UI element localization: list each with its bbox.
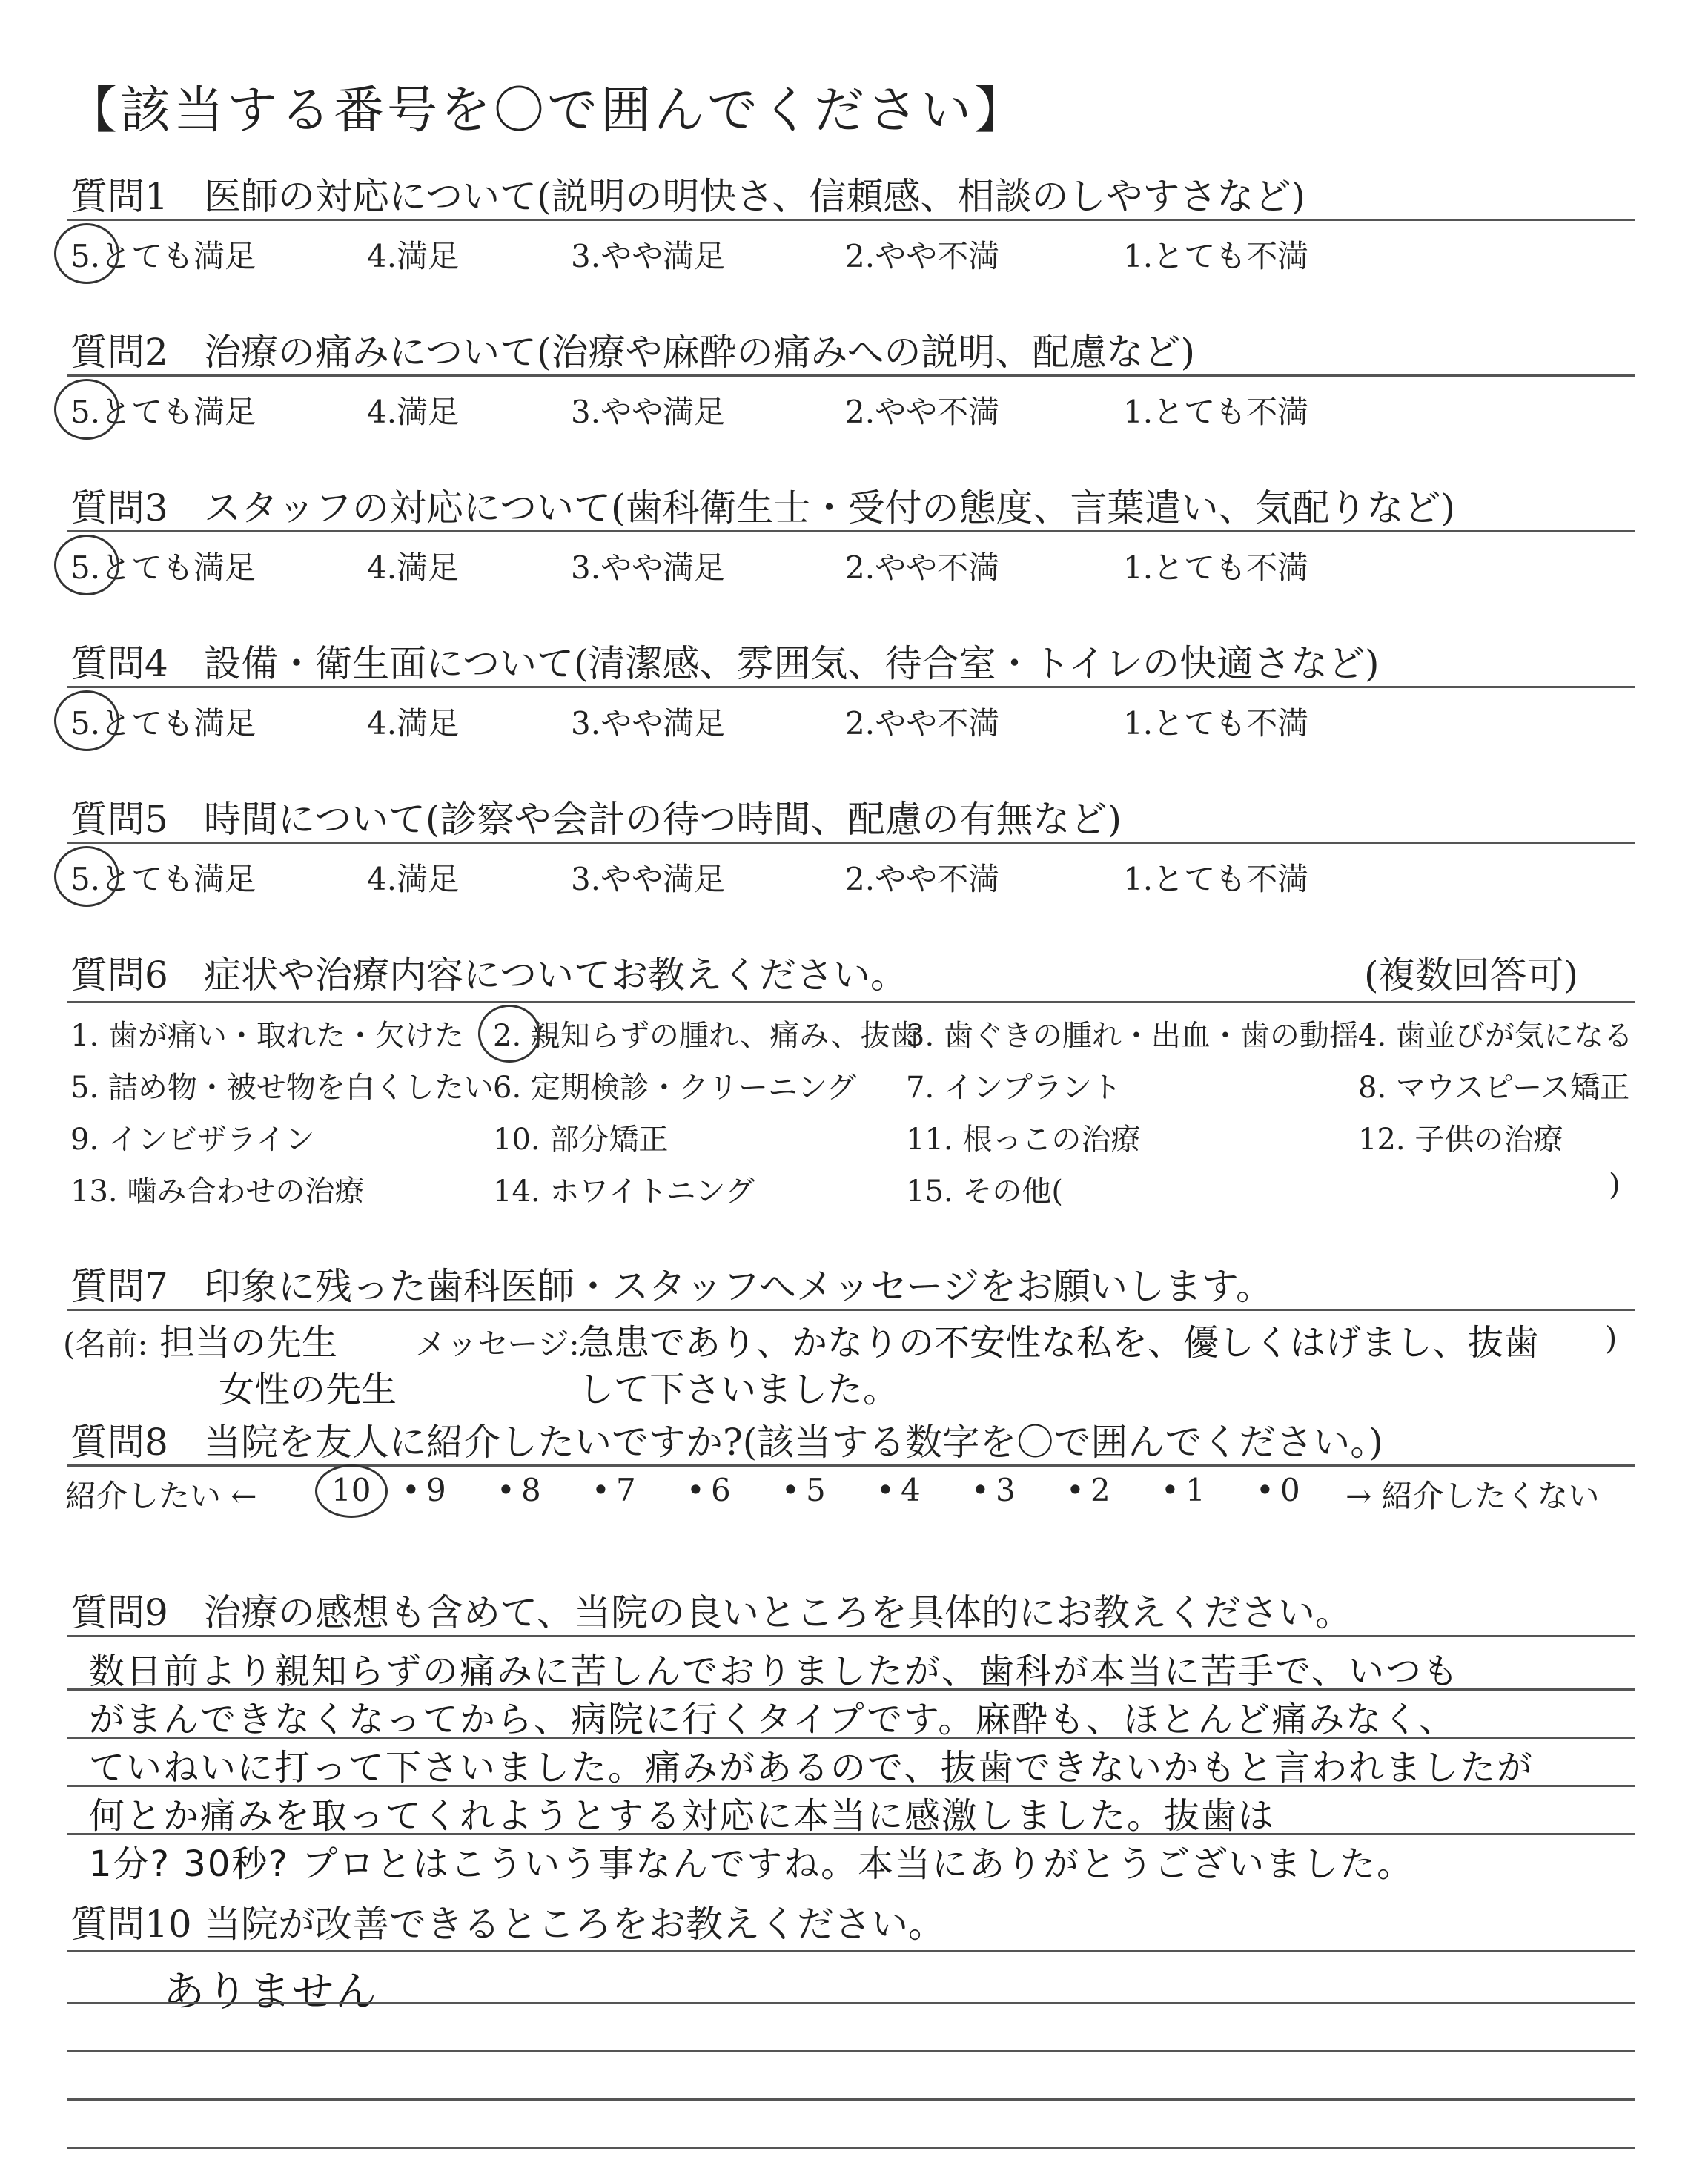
q4-option[interactable]: 4.満足: [367, 705, 460, 742]
q6-note: (複数回答可): [1364, 954, 1579, 997]
q9-label: 質問9: [70, 1591, 168, 1634]
q9-text: 治療の感想も含めて、当院の良いところを具体的にお教えください。: [204, 1591, 1352, 1634]
q4-option[interactable]: 5.とても満足: [70, 705, 256, 742]
q5-option[interactable]: 2.やや不満: [845, 861, 1000, 897]
q8-scale-value[interactable]: 3: [996, 1472, 1016, 1508]
q8-scale-dot: •: [1161, 1472, 1179, 1508]
q2-label: 質問2: [70, 331, 168, 374]
q7-message-label: メッセージ:: [415, 1326, 580, 1362]
q7-rule: [67, 1309, 1635, 1311]
q6-option[interactable]: ): [1609, 1168, 1621, 1202]
q10-label: 質問10: [70, 1903, 192, 1946]
q8-scale-dot: •: [592, 1472, 610, 1508]
q6-option[interactable]: 9. インビザライン: [70, 1123, 315, 1157]
q4-option[interactable]: 3.やや満足: [571, 705, 726, 742]
q9-answer-handwritten: ていねいに打って下さいました。痛みがあるので、抜歯できないかもと言われましたが: [89, 1747, 1535, 1789]
q10-answer-line: [67, 2098, 1635, 2101]
q8-scale-value[interactable]: 4: [901, 1472, 921, 1508]
selected-circle-mark: [54, 379, 119, 440]
q5-label: 質問5: [70, 798, 168, 841]
q7-close-paren: ): [1605, 1320, 1618, 1356]
q1-text: 医師の対応について(説明の明快さ、信頼感、相談のしやすさなど): [204, 175, 1306, 218]
q2-option[interactable]: 2.やや不満: [845, 394, 1000, 430]
q7-text: 印象に残った歯科医師・スタッフへメッセージをお願いします。: [204, 1265, 1273, 1308]
q2-option[interactable]: 5.とても満足: [70, 394, 256, 430]
q8-rule: [67, 1464, 1635, 1467]
q1-option[interactable]: 2.やや不満: [845, 238, 1000, 274]
q6-option[interactable]: 3. 歯ぐきの腫れ・出血・歯の動揺: [906, 1019, 1359, 1053]
q6-option[interactable]: 14. ホワイトニング: [493, 1175, 755, 1209]
q9-rule: [67, 1635, 1635, 1637]
q6-option[interactable]: 1. 歯が痛い・取れた・欠けた: [70, 1019, 464, 1053]
q8-scale-value[interactable]: 1: [1185, 1472, 1205, 1508]
q9-answer-handwritten: 何とか痛みを取ってくれようとする対応に本当に感激しました。抜歯は: [89, 1795, 1276, 1837]
q1-option[interactable]: 1.とても不満: [1123, 238, 1309, 274]
q8-scale-dot: •: [686, 1472, 705, 1508]
q8-scale-value[interactable]: 10: [331, 1472, 371, 1508]
q6-option[interactable]: 10. 部分矯正: [493, 1123, 669, 1157]
q9-answer-handwritten: がまんできなくなってから、病院に行くタイプです。麻酔も、ほとんど痛みなく、: [89, 1699, 1457, 1740]
q7-name-handwritten-1: 担当の先生: [159, 1322, 338, 1364]
q3-option[interactable]: 4.満足: [367, 549, 460, 586]
q8-label: 質問8: [70, 1421, 168, 1464]
q8-scale-value[interactable]: 5: [806, 1472, 826, 1508]
q7-name-label: (名前:: [63, 1326, 148, 1362]
q4-label: 質問4: [70, 642, 168, 685]
q7-message-handwritten-1: 急患であり、かなりの不安性な私を、優しくはげまし、抜歯: [578, 1322, 1540, 1364]
selected-circle-mark: [478, 1005, 540, 1063]
q5-option[interactable]: 5.とても満足: [70, 861, 256, 897]
q8-scale-dot: •: [1256, 1472, 1274, 1508]
q3-option[interactable]: 2.やや不満: [845, 549, 1000, 586]
q1-label: 質問1: [70, 175, 168, 218]
q7-name-handwritten-2: 女性の先生: [219, 1369, 397, 1410]
q8-left-label: 紹介したい ←: [65, 1478, 257, 1514]
q3-label: 質問3: [70, 486, 168, 529]
q9-answer-handwritten: 数日前より親知らずの痛みに苦しんでおりましたが、歯科が本当に苦手で、いつも: [89, 1651, 1460, 1692]
q10-rule: [67, 1950, 1635, 1952]
q6-label: 質問6: [70, 954, 168, 997]
q2-option[interactable]: 1.とても不満: [1123, 394, 1309, 430]
q2-option[interactable]: 3.やや満足: [571, 394, 726, 430]
q3-text: スタッフの対応について(歯科衛生士・受付の態度、言葉遣い、気配りなど): [204, 486, 1456, 529]
q3-rule: [67, 530, 1635, 532]
q3-option[interactable]: 3.やや満足: [571, 549, 726, 586]
q6-option[interactable]: 5. 詰め物・被せ物を白くしたい: [70, 1071, 494, 1105]
q3-option[interactable]: 1.とても不満: [1123, 549, 1309, 586]
q6-option[interactable]: 11. 根っこの治療: [906, 1123, 1141, 1157]
q6-option[interactable]: 15. その他(: [906, 1175, 1063, 1209]
selected-circle-mark: [54, 223, 119, 284]
q1-option[interactable]: 3.やや満足: [571, 238, 726, 274]
q5-text: 時間について(診察や会計の待つ時間、配慮の有無など): [204, 798, 1122, 841]
q6-option[interactable]: 6. 定期検診・クリーニング: [493, 1071, 857, 1105]
q10-answer-handwritten: ありません: [163, 1968, 378, 2016]
selected-circle-mark: [315, 1464, 388, 1518]
q8-scale-value[interactable]: 7: [616, 1472, 636, 1508]
q8-scale-value[interactable]: 8: [521, 1472, 541, 1508]
q8-text: 当院を友人に紹介したいですか?(該当する数字を〇で囲んでください。): [204, 1421, 1383, 1464]
q3-option[interactable]: 5.とても満足: [70, 549, 256, 586]
q2-text: 治療の痛みについて(治療や麻酔の痛みへの説明、配慮など): [204, 331, 1196, 374]
q2-rule: [67, 374, 1635, 377]
q1-option[interactable]: 4.満足: [367, 238, 460, 274]
q2-option[interactable]: 4.満足: [367, 394, 460, 430]
q4-rule: [67, 686, 1635, 688]
selected-circle-mark: [54, 690, 119, 751]
q8-scale-dot: •: [876, 1472, 895, 1508]
q8-scale-value[interactable]: 0: [1280, 1472, 1300, 1508]
q6-rule: [67, 1001, 1635, 1003]
q4-text: 設備・衛生面について(清潔感、雰囲気、待合室・トイレの快適さなど): [204, 642, 1380, 685]
q5-option[interactable]: 4.満足: [367, 861, 460, 897]
q5-rule: [67, 842, 1635, 844]
q6-option[interactable]: 12. 子供の治療: [1358, 1123, 1563, 1157]
q8-scale-dot: •: [402, 1472, 420, 1508]
q8-scale-value[interactable]: 6: [711, 1472, 731, 1508]
q8-scale-dot: •: [497, 1472, 515, 1508]
q6-option[interactable]: 8. マウスピース矯正: [1358, 1071, 1630, 1105]
q4-option[interactable]: 1.とても不満: [1123, 705, 1309, 742]
q6-option[interactable]: 4. 歯並びが気になる: [1358, 1019, 1633, 1053]
q8-scale-value[interactable]: 2: [1090, 1472, 1110, 1508]
q6-option[interactable]: 13. 噛み合わせの治療: [70, 1175, 365, 1209]
q8-scale-dot: •: [1066, 1472, 1085, 1508]
q10-text: 当院が改善できるところをお教えください。: [204, 1903, 945, 1946]
page-title: 【該当する番号を〇で囲んでください】: [67, 82, 1028, 140]
q1-rule: [67, 219, 1635, 221]
selected-circle-mark: [54, 846, 119, 907]
q7-message-handwritten-2: して下さいました。: [578, 1369, 899, 1410]
q10-answer-line: [67, 2147, 1635, 2149]
q6-option[interactable]: 2. 親知らずの腫れ、痛み、抜歯: [493, 1019, 920, 1053]
q1-option[interactable]: 5.とても満足: [70, 238, 256, 274]
q6-option[interactable]: 7. インプラント: [906, 1071, 1122, 1105]
q10-answer-line: [67, 2002, 1635, 2004]
q8-right-label: → 紹介したくない: [1345, 1478, 1600, 1514]
q10-answer-line: [67, 2050, 1635, 2052]
q8-scale-value[interactable]: 9: [426, 1472, 446, 1508]
q4-option[interactable]: 2.やや不満: [845, 705, 1000, 742]
q5-option[interactable]: 3.やや満足: [571, 861, 726, 897]
q8-scale-dot: •: [781, 1472, 800, 1508]
q9-answer-handwritten: 1分? 30秒? プロとはこういう事なんですね。本当にありがとうございました。: [89, 1843, 1414, 1885]
selected-circle-mark: [54, 535, 119, 595]
q6-text: 症状や治療内容についてお教えください。: [204, 954, 907, 997]
q8-scale-dot: •: [971, 1472, 990, 1508]
q5-option[interactable]: 1.とても不満: [1123, 861, 1309, 897]
q7-label: 質問7: [70, 1265, 168, 1308]
